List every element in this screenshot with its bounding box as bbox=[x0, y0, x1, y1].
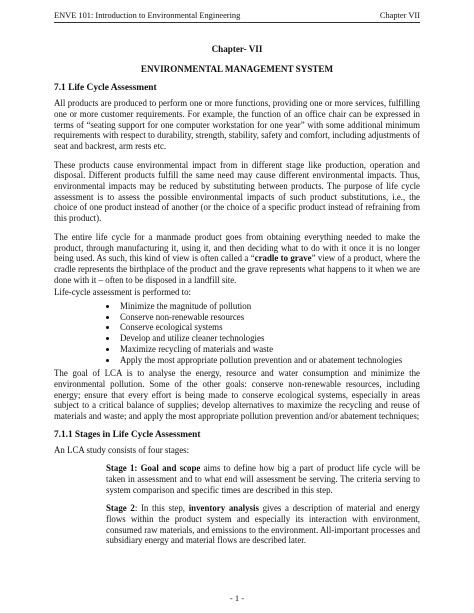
cradle-to-grave-bold: cradle to grave bbox=[254, 253, 312, 264]
stages-intro: An LCA study consists of four stages: bbox=[54, 444, 190, 455]
running-header bbox=[54, 11, 420, 20]
section-heading-7-1-1: 7.1.1 Stages in Life Cycle Assessment bbox=[54, 429, 201, 440]
stage-1-label: Stage 1: Goal and scope bbox=[106, 463, 201, 474]
list-item: • Develop and utilize cleaner technologies bbox=[118, 333, 420, 344]
list-item: • Conserve ecological systems bbox=[118, 322, 420, 333]
header-chapter: Chapter VII bbox=[379, 11, 420, 20]
page-content bbox=[54, 44, 420, 554]
lca-purpose-list bbox=[54, 301, 420, 365]
section-heading-7-1: 7.1 Life Cycle Assessment bbox=[54, 83, 157, 94]
paragraph-functions: All products are produced to perform one or more functions, providing one or more services, fulfilling one or more customer requirements. For example, the function of an office chair can be expressed in terms of “seating support for one computer workstation for one year” with some additional minimum requirements with respect to durability, strength, stability, safety and comfort, including adjustments of seat and backrest, arm rests etc. bbox=[54, 98, 420, 151]
list-item: • Conserve non-renewable resources bbox=[118, 312, 420, 323]
page-number: - 1 - bbox=[229, 593, 245, 603]
lca-purpose-intro: Life-cycle assessment is performed to: bbox=[54, 287, 192, 298]
stage-2-paragraph: Stage 2: In this step, inventory analysis gives a description of material and energy flows within the product system and especially its interaction with environment, consumed raw materials, and emissions to the environment. All-important processes and subsidiary energy and material flows are described later. bbox=[106, 503, 421, 546]
stage-2-label: Stage 2 bbox=[106, 503, 135, 514]
header-rule bbox=[54, 22, 420, 23]
paragraph-cradle-to-grave: The entire life cycle for a manmade product goes from obtaining everything needed to make the product, through manufacturing it, using it, and then deciding what to do with it once it is no longer being used. As such, this kind of view is often called a “cradle to grave” view of a product, where the cradle represents the birthplace of the product and the grave represents what happens to it when we are done with it – often to be disposed in a landfill site. bbox=[54, 231, 421, 285]
inventory-analysis-bold: inventory analysis bbox=[188, 503, 259, 514]
chapter-title: Chapter- VII bbox=[211, 44, 263, 54]
chapter-subtitle: ENVIRONMENTAL MANAGEMENT SYSTEM bbox=[140, 63, 334, 74]
paragraph-impacts: These products cause environmental impact from in different stage like production, operation and disposal. Different products fulfill the same need may cause different environmental impacts. Thus, environmental impacts may be reduced by substituting between products. The purpose of life cycle assessment is to assess the possible environmental impacts of such product substitutions, i.e., the choice of one product instead of another (or the choice of a specific product instead of refraining from this product). bbox=[54, 159, 420, 224]
list-item: • Minimize the magnitude of pollution bbox=[118, 301, 420, 312]
list-item: • Apply the most appropriate pollution prevention and or abatement technologies bbox=[118, 355, 420, 366]
header-course: ENVE 101: Introduction to Environmental Engineering bbox=[54, 11, 241, 20]
stage-1-paragraph: Stage 1: Goal and scope aims to define how big a part of product life cycle will be taken in assessment and to what end will assessment be serving. The criteria serving to system comparison and specific times are described in this step. bbox=[106, 463, 421, 495]
paragraph-lca-goal: The goal of LCA is to analyse the energy, resource and water consumption and minimize the environmental pollution. Some of the other goals: conserve non-renewable resources, including energy; ensure that every effort is being made to conserve ecological systems, especially in areas subject to a critical balance of supplies; develop alternatives to maximize the recycling and reuse of materials and waste; and apply the most appropriate pollution prevention and/or abatement techniques; bbox=[54, 368, 420, 422]
list-item: • Maximize recycling of materials and waste bbox=[118, 344, 420, 355]
